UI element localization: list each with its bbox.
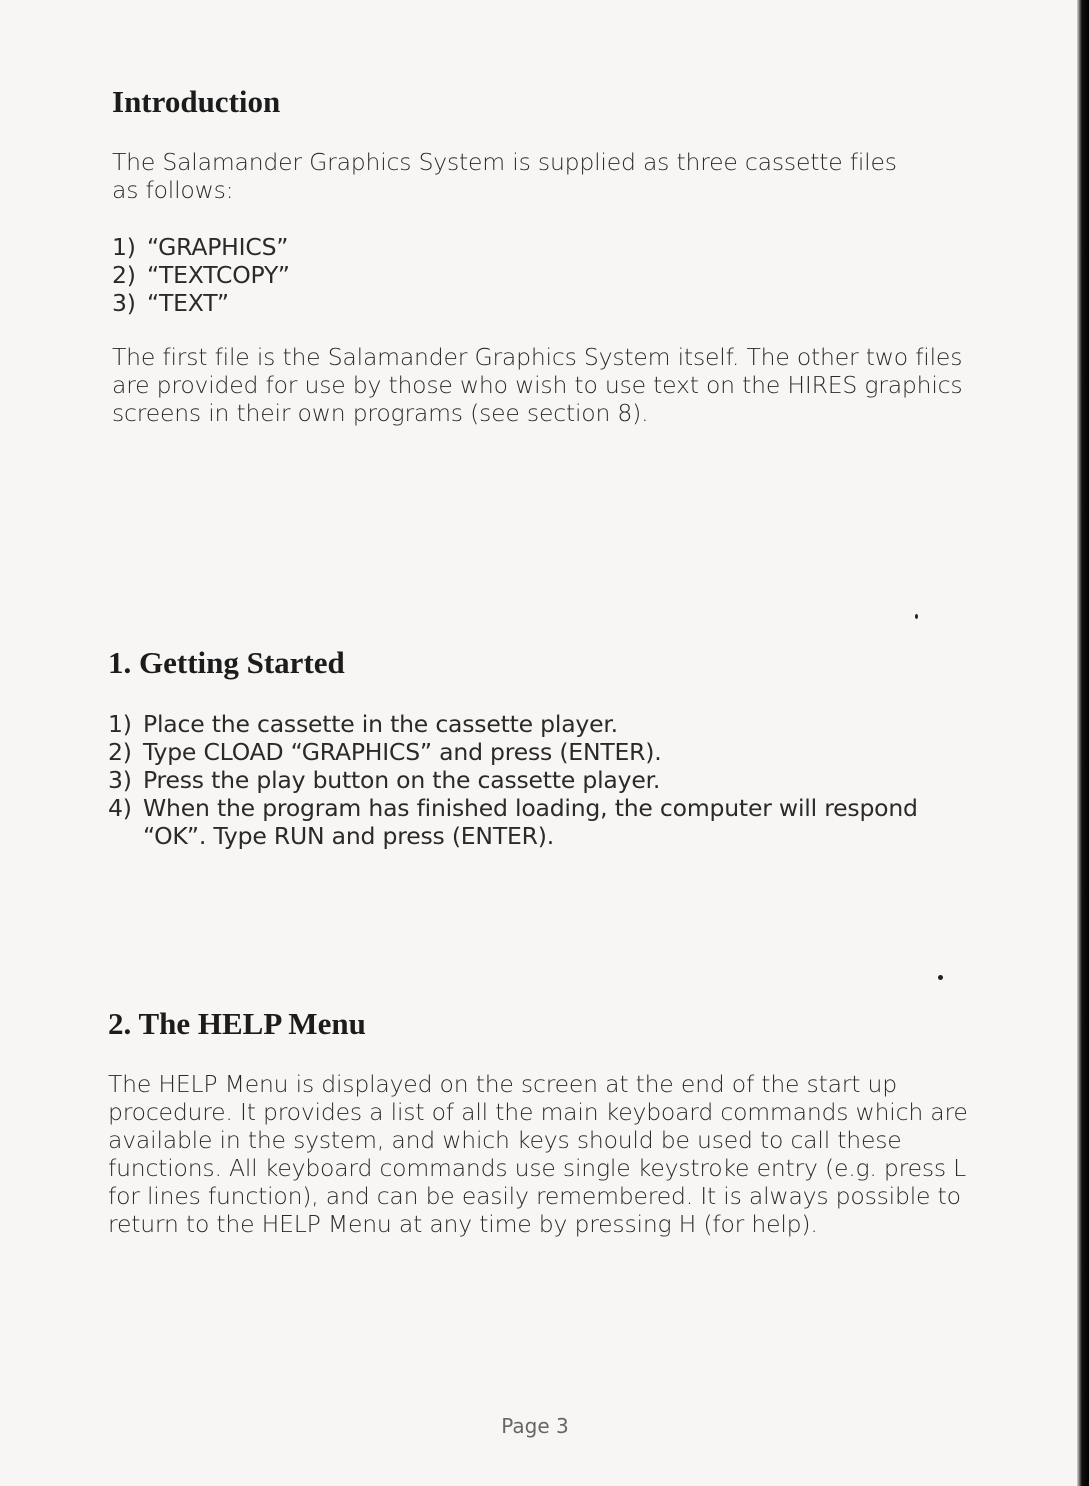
help-menu-paragraph: The HELP Menu is displayed on the screen at the end of the start up procedure. It provides a list of all the main keyboard commands which are available in the system, and which keys should be used to call these functions. All keyboard commands use single keystroke entry (e.g. press L for lines function), and can be easily remembered. It is always possible to return to the HELP Menu at any time by pressing H (for help).: [108, 1070, 968, 1238]
list-item: [108, 738, 928, 766]
cassette-file-list: [112, 233, 612, 317]
help-menu-heading: 2. The HELP Menu: [108, 1006, 366, 1041]
intro-heading: Introduction: [112, 84, 281, 119]
list-item-number: 2): [112, 261, 136, 289]
list-item-text: When the program has finished loading, the computer will respond “OK”. Type RUN and press (ENTER).: [143, 794, 918, 850]
getting-started-heading: 1. Getting Started: [108, 645, 345, 680]
list-item-text: Press the play button on the cassette player.: [143, 766, 661, 794]
list-item-number: 3): [112, 289, 136, 317]
list-item-text: Type CLOAD “GRAPHICS” and press (ENTER).: [143, 738, 662, 766]
list-item-number: 2): [108, 738, 132, 766]
list-item: [108, 766, 928, 794]
list-item: [112, 261, 612, 289]
list-item-number: 1): [108, 710, 132, 738]
list-item: [112, 289, 612, 317]
page-edge-shadow: [1077, 0, 1089, 1486]
list-item-text: “TEXT”: [147, 289, 229, 317]
scan-speck: [915, 614, 918, 619]
scan-speck: [938, 975, 943, 980]
getting-started-steps: [108, 710, 928, 850]
list-item: [108, 794, 928, 850]
list-item-number: 3): [108, 766, 132, 794]
list-item: [108, 710, 928, 738]
list-item-number: 1): [112, 233, 136, 261]
list-item-number: 4): [108, 794, 132, 822]
list-item-text: Place the cassette in the cassette player.: [143, 710, 618, 738]
list-item-text: “GRAPHICS”: [147, 233, 289, 261]
intro-paragraph-1: The Salamander Graphics System is supplied as three cassette files as follows:: [112, 148, 897, 204]
list-item: [112, 233, 612, 261]
list-item-text: “TEXTCOPY”: [147, 261, 290, 289]
intro-paragraph-2: The first file is the Salamander Graphics System itself. The other two files are provided for use by those who wish to use text on the HIRES graphics screens in their own programs (see section 8).: [112, 343, 963, 427]
page-number: Page 3: [501, 1414, 569, 1438]
